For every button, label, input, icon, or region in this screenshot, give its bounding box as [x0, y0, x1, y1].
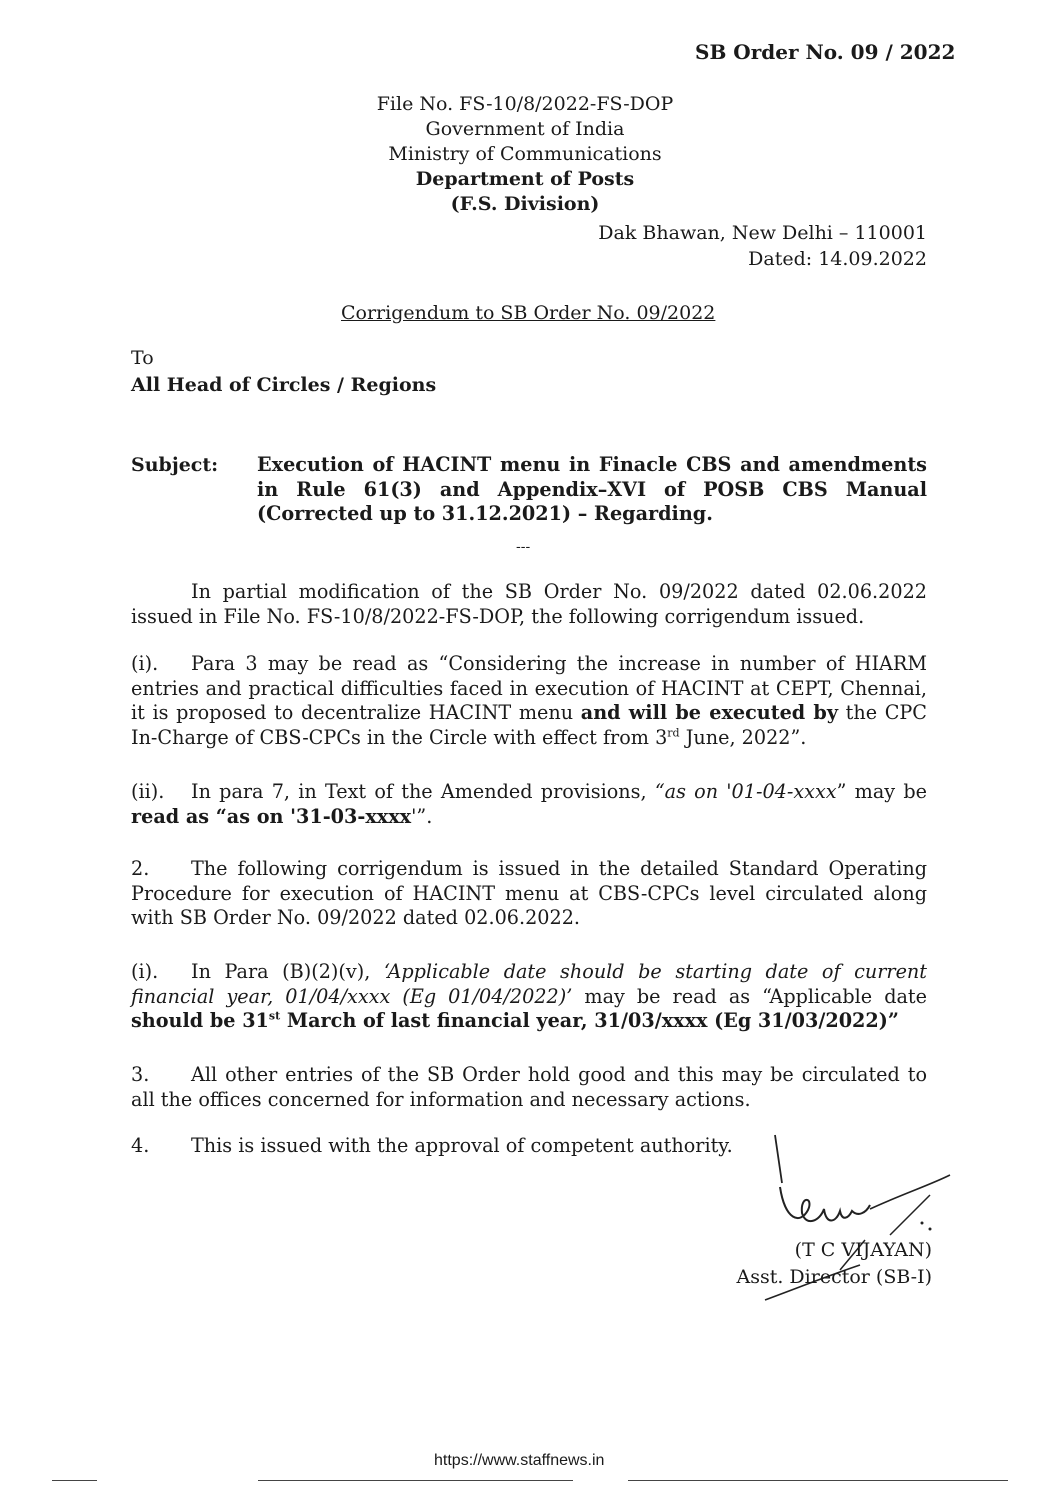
- paragraph-1-ii: [131, 780, 927, 829]
- paragraph-3: [131, 1063, 927, 1112]
- para-italic-text: ‘Applicable date should be starting date of current financial year, 01/04/xxxx (Eg 01/04/2022)’: [131, 960, 927, 1008]
- date-line: Dated: 14.09.2022: [748, 248, 927, 270]
- para-number: (i).: [131, 652, 159, 675]
- para-text: may be read as “Applicable date: [572, 984, 927, 1008]
- addressee: All Head of Circles / Regions: [131, 374, 437, 396]
- paragraph-2: [131, 857, 927, 931]
- order-number: SB Order No. 09 / 2022: [695, 40, 956, 64]
- footer-rule-right: [628, 1480, 1008, 1481]
- para-italic-text: “as on '01-04-xxxx: [654, 780, 837, 803]
- para-bold-text: read as “as on '31-03-xxxx: [131, 804, 412, 828]
- separator: ---: [516, 539, 531, 555]
- document-title: Corrigendum to SB Order No. 09/2022: [341, 302, 716, 324]
- para-text: This is issued with the approval of competent authority.: [191, 1134, 733, 1157]
- paragraph-2-i: [131, 960, 927, 1034]
- address-line: Dak Bhawan, New Delhi – 110001: [598, 222, 927, 244]
- para-text: '”.: [411, 804, 433, 828]
- para-bold-text: March of last financial year, 31/03/xxxx (Eg 31/03/2022)”: [280, 1009, 899, 1032]
- signatory-designation: Asst. Director (SB-I): [736, 1266, 932, 1288]
- division-line: (F.S. Division): [450, 193, 600, 215]
- para-text: Para 3 may be read as “Considering the increase in number of HIARM entries and practical difficulties faced in execution of HACINT at CEPT, Chennai, it is proposed to decentralize HACINT menu: [131, 652, 927, 724]
- to-label: To: [131, 347, 154, 369]
- intro-paragraph: [131, 580, 927, 629]
- department-line: Department of Posts: [415, 168, 635, 190]
- subject-label: Subject:: [131, 454, 219, 476]
- letter-header: [335, 92, 715, 217]
- para-text: June, 2022”.: [679, 725, 807, 749]
- footer-rule-mid: [258, 1480, 573, 1481]
- paragraph-1-i: [131, 652, 927, 750]
- ordinal-suffix: st: [268, 1009, 281, 1023]
- government-line: Government of India: [425, 118, 625, 140]
- para-text: the CPC In-Charge of CBS-CPCs in the Circle with effect from 3: [131, 701, 927, 749]
- para-text: In Para (B)(2)(v),: [191, 960, 384, 983]
- para-number: 4.: [131, 1134, 150, 1157]
- para-bold-text: should be 31: [131, 1009, 269, 1032]
- para-number: 3.: [131, 1063, 150, 1086]
- footer-url: https://www.staffnews.in: [434, 1452, 605, 1469]
- para-text: All other entries of the SB Order hold good and this may be circulated to all the offices concerned for information and necessary actions.: [131, 1063, 927, 1111]
- para-number: (i).: [131, 960, 159, 983]
- para-text: In para 7, in Text of the Amended provisions,: [191, 780, 655, 803]
- ministry-line: Ministry of Communications: [388, 143, 662, 165]
- para-text: ” may be: [836, 780, 928, 803]
- para-number: 2.: [131, 857, 150, 880]
- intro-text: In partial modification of the SB Order No. 09/2022 dated 02.06.2022 issued in File No. FS-10/8/2022-FS-DOP, the following corrigendum issued.: [131, 580, 927, 628]
- file-number: File No. FS-10/8/2022-FS-DOP: [376, 93, 674, 115]
- para-text: The following corrigendum is issued in the detailed Standard Operating Procedure for execution of HACINT menu at CBS-CPCs level circulated along with SB Order No. 09/2022 dated 02.06.2022.: [131, 857, 927, 929]
- ordinal-suffix: rd: [667, 726, 680, 740]
- signatory-name: (T C VIJAYAN): [794, 1239, 932, 1261]
- para-bold-text: and will be executed by: [580, 701, 838, 724]
- subject-text: Execution of HACINT menu in Finacle CBS and amendments in Rule 61(3) and Appendix–XVI of POSB CBS Manual (Corrected up to 31.12.2021) – Regarding.: [257, 453, 927, 525]
- para-number: (ii).: [131, 780, 165, 803]
- footer-rule-left: [52, 1480, 97, 1481]
